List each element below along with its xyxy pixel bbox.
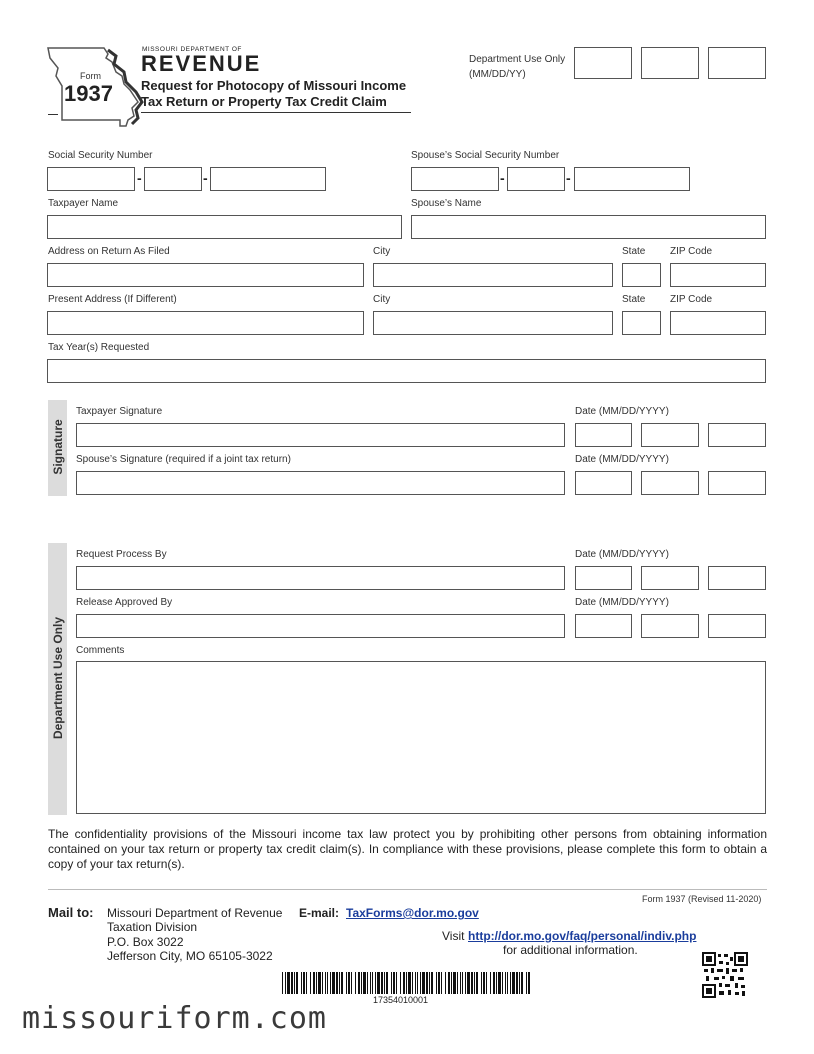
process-by-field[interactable]: [76, 566, 565, 590]
title-underline: [141, 112, 411, 113]
ssn-part3-field[interactable]: [210, 167, 326, 191]
present-address-field[interactable]: [47, 311, 364, 335]
spouse-date-month[interactable]: [575, 471, 632, 495]
spouse-ssn-part1-field[interactable]: [411, 167, 499, 191]
barcode-image: [282, 972, 530, 994]
dept-use-date-format: (MM/DD/YY): [469, 69, 526, 80]
ssn-label: Social Security Number: [48, 150, 153, 161]
confidentiality-notice: The confidentiality provisions of the Missouri income tax law protect you by prohibiting other persons from obtaining information contained on your tax return or property tax credit claim(s). In compliance with these provisions, please complete this form to obtain a copy of your tax return(s).: [48, 827, 767, 871]
present-state-field[interactable]: [622, 311, 661, 335]
dept-use-label: Department Use Only: [469, 54, 566, 65]
ssn-dash: -: [203, 170, 208, 186]
present-zip-label: ZIP Code: [670, 294, 713, 305]
release-label: Release Approved By: [76, 597, 173, 608]
dept-small-label: MISSOURI DEPARTMENT OF: [142, 46, 242, 53]
comments-field[interactable]: [76, 661, 766, 814]
taxpayer-date-year[interactable]: [708, 423, 766, 447]
release-date-month[interactable]: [575, 614, 632, 638]
spouse-signature-label: Spouse’s Signature (required if a joint tax return): [76, 454, 291, 465]
footer-divider: [48, 889, 767, 890]
dept-use-side-label: Department Use Only: [51, 616, 65, 740]
taxpayer-signature-label: Taxpayer Signature: [76, 406, 163, 417]
release-field[interactable]: [76, 614, 565, 638]
present-city-label: City: [373, 294, 391, 305]
ssn-part1-field[interactable]: [47, 167, 135, 191]
ssn-dash: -: [137, 170, 142, 186]
mail-address-line2: Taxation Division: [107, 920, 198, 934]
email-link[interactable]: TaxForms@dor.mo.gov: [346, 906, 479, 920]
release-date-year[interactable]: [708, 614, 766, 638]
comments-label: Comments: [76, 645, 125, 656]
spouse-ssn-label: Spouse’s Social Security Number: [411, 150, 560, 161]
form-word: Form: [80, 71, 101, 81]
signature-side-label: Signature: [51, 419, 65, 475]
city-field[interactable]: [373, 263, 613, 287]
spouse-name-field[interactable]: [411, 215, 766, 239]
city-label: City: [373, 246, 391, 257]
address-field[interactable]: [47, 263, 364, 287]
more-info-text: for additional information.: [503, 943, 638, 957]
process-by-label: Request Process By: [76, 549, 167, 560]
state-label: State: [622, 246, 646, 257]
taxpayer-signature-field[interactable]: [76, 423, 565, 447]
state-field[interactable]: [622, 263, 661, 287]
logo-tick: [48, 114, 58, 115]
tax-years-field[interactable]: [47, 359, 766, 383]
taxpayer-name-label: Taxpayer Name: [48, 198, 119, 209]
present-city-field[interactable]: [373, 311, 613, 335]
process-date-year[interactable]: [708, 566, 766, 590]
faq-link[interactable]: http://dor.mo.gov/faq/personal/indiv.php: [468, 929, 697, 943]
dept-use-day-box[interactable]: [641, 47, 699, 79]
form-revision: Form 1937 (Revised 11-2020): [642, 894, 762, 904]
taxpayer-date-label: Date (MM/DD/YYYY): [575, 406, 669, 417]
present-state-label: State: [622, 294, 646, 305]
barcode-number: 17354010001: [373, 995, 429, 1005]
process-date-label: Date (MM/DD/YYYY): [575, 549, 669, 560]
spouse-date-year[interactable]: [708, 471, 766, 495]
spouse-ssn-dash: -: [566, 170, 571, 186]
tax-years-label: Tax Year(s) Requested: [48, 342, 150, 353]
mail-address-line3: P.O. Box 3022: [107, 935, 184, 949]
spouse-name-label: Spouse’s Name: [411, 198, 482, 209]
ssn-part2-field[interactable]: [144, 167, 202, 191]
mail-to-label: Mail to:: [48, 905, 94, 920]
taxpayer-name-field[interactable]: [47, 215, 402, 239]
spouse-signature-field[interactable]: [76, 471, 565, 495]
form-title-line2: Tax Return or Property Tax Credit Claim: [141, 94, 387, 109]
spouse-ssn-part3-field[interactable]: [574, 167, 690, 191]
form-title-line1: Request for Photocopy of Missouri Income: [141, 78, 407, 93]
zip-field[interactable]: [670, 263, 766, 287]
qr-code: [702, 952, 748, 998]
process-date-month[interactable]: [575, 566, 632, 590]
dept-use-month-box[interactable]: [574, 47, 632, 79]
zip-label: ZIP Code: [670, 246, 713, 257]
taxpayer-date-month[interactable]: [575, 423, 632, 447]
address-label: Address on Return As Filed: [48, 246, 170, 257]
dept-use-year-box[interactable]: [708, 47, 766, 79]
spouse-date-day[interactable]: [641, 471, 699, 495]
visit-label: Visit: [442, 929, 465, 943]
release-date-day[interactable]: [641, 614, 699, 638]
mail-address-line4: Jefferson City, MO 65105-3022: [107, 949, 273, 963]
taxpayer-date-day[interactable]: [641, 423, 699, 447]
watermark-text: missouriform.com: [22, 1001, 327, 1036]
present-zip-field[interactable]: [670, 311, 766, 335]
spouse-ssn-dash: -: [500, 170, 505, 186]
spouse-date-label: Date (MM/DD/YYYY): [575, 454, 669, 465]
process-date-day[interactable]: [641, 566, 699, 590]
spouse-ssn-part2-field[interactable]: [507, 167, 565, 191]
mail-address-line1: Missouri Department of Revenue: [107, 906, 283, 920]
revenue-logotype: REVENUE: [141, 51, 262, 76]
email-label: E-mail:: [299, 906, 340, 920]
present-address-label: Present Address (If Different): [48, 294, 177, 305]
form-number: 1937: [64, 81, 113, 106]
release-date-label: Date (MM/DD/YYYY): [575, 597, 669, 608]
